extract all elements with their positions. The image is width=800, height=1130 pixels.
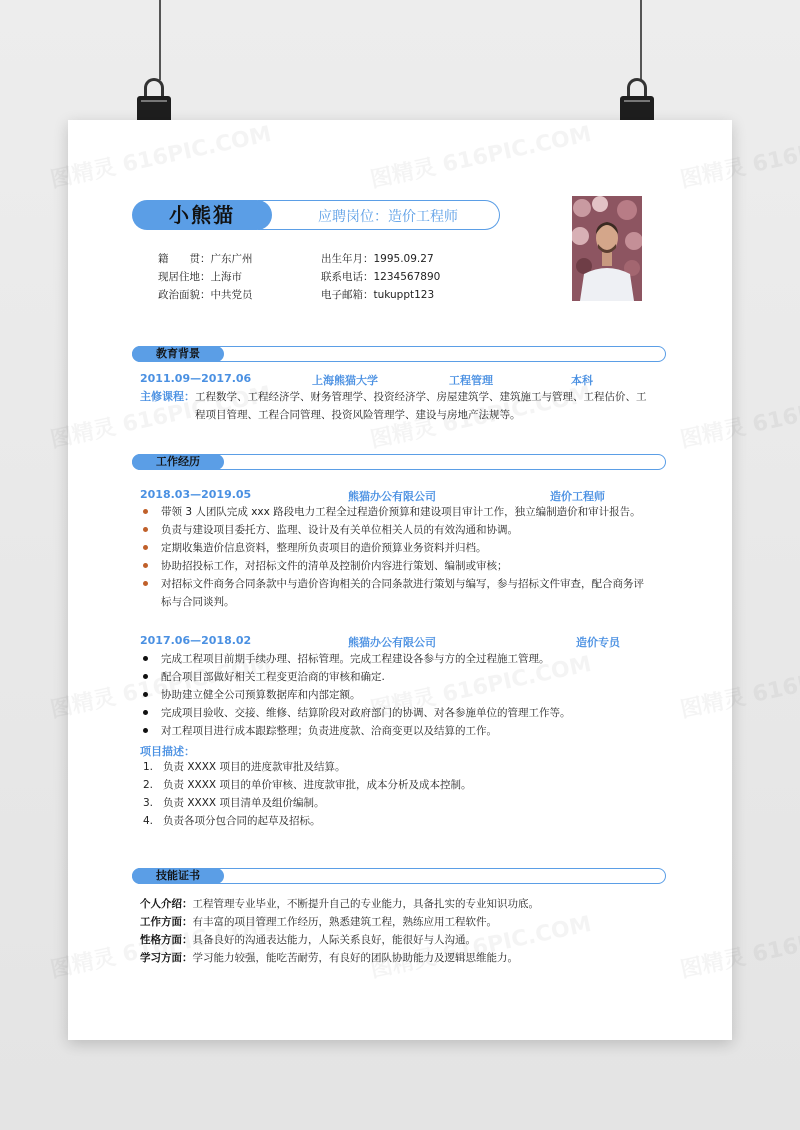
info-hometown: 籍 贯：广东广州 <box>158 253 253 265</box>
watermark <box>677 647 800 724</box>
project-item: 2. 负责 XXXX 项目的单价审核、进度款审批，成本分析及成本控制。 <box>143 779 472 791</box>
job-title: 应聘岗位：造价工程师 <box>318 209 458 225</box>
job-2-duty: 完成工程项目前期手续办理、招标管理。完成工程建设各参与方的全过程施工管理。 <box>143 650 653 668</box>
job-2-period: 2017.06—2018.02 <box>140 634 252 647</box>
education-degree: 本科 <box>571 374 593 387</box>
job-2-duty: 配合项目部做好相关工程变更洽商的审核和确定. <box>143 668 653 686</box>
education-period: 2011.09—2017.06 <box>140 372 252 385</box>
info-phone: 联系电话：1234567890 <box>321 271 441 283</box>
candidate-name: 小熊猫 <box>132 200 272 230</box>
job-1-duty: 负责与建设项目委托方、监理、设计及有关单位相关人员的有效沟通和协调。 <box>143 521 653 539</box>
info-email: 电子邮箱：tukuppt123 <box>321 289 435 301</box>
resume-paper <box>68 120 732 1040</box>
education-courses-cont: 程项目管理、工程合同管理、投资风险管理学、建设与房地产法规等。 <box>195 409 521 421</box>
job-2-position: 造价专员 <box>576 636 620 649</box>
watermark <box>677 377 800 454</box>
project-description-label: 项目描述： <box>140 745 195 758</box>
job-1-duty: 对招标文件商务合同条款中与造价咨询相关的合同条款进行策划与编写，参与招标文件审查，配合商务评标与合同谈判。 <box>143 575 653 611</box>
job-1-company: 熊猫办公有限公司 <box>348 490 436 503</box>
project-item: 3. 负责 XXXX 项目清单及组价编制。 <box>143 797 325 809</box>
watermark <box>47 117 274 194</box>
education-courses: 主修课程：工程数学、工程经济学、财务管理学、投资经济学、房屋建筑学、建筑施工与管理、工程估价、工 <box>140 390 647 403</box>
job-1-duty: 定期收集造价信息资料，整理所负责项目的造价预算业务资料并归档。 <box>143 539 653 557</box>
education-school: 上海熊猫大学 <box>312 374 378 387</box>
skill-item: 个人介绍：工程管理专业毕业，不断提升自己的专业能力，具备扎实的专业知识功底。 <box>140 898 539 910</box>
job-1-duty: 协助招投标工作，对招标文件的清单及控制价内容进行策划、编制或审核； <box>143 557 653 575</box>
watermark <box>367 117 594 194</box>
project-item: 4. 负责各项分包合同的起草及招标。 <box>143 815 321 827</box>
skill-item: 学习方面：学习能力较强，能吃苦耐劳，有良好的团队协助能力及逻辑思维能力。 <box>140 952 518 964</box>
hanging-string-left <box>159 0 161 80</box>
project-item: 1. 负责 XXXX 项目的进度款审批及结算。 <box>143 761 346 773</box>
job-2-company: 熊猫办公有限公司 <box>348 636 436 649</box>
job-1-position: 造价工程师 <box>550 490 605 503</box>
job-2-duty: 协助建立健全公司预算数据库和内部定额。 <box>143 686 653 704</box>
education-section-title: 教育背景 <box>132 346 224 362</box>
job-2-duty: 完成项目验收、交接、维修、结算阶段对政府部门的协调、对各参施单位的管理工作等。 <box>143 704 653 722</box>
info-birth-date: 出生年月：1995.09.27 <box>321 253 434 265</box>
info-residence: 现居住地：上海市 <box>158 271 242 283</box>
job-2-duty: 对工程项目进行成本跟踪整理；负责进度款、洽商变更以及结算的工作。 <box>143 722 653 740</box>
skills-section-title: 技能证书 <box>132 868 224 884</box>
hanging-string-right <box>640 0 642 80</box>
work-section-title: 工作经历 <box>132 454 224 470</box>
info-political-status: 政治面貌：中共党员 <box>158 289 253 301</box>
profile-photo <box>572 196 642 301</box>
job-1-duty: 带领 3 人团队完成 xxx 路段电力工程全过程造价预算和建设项目审计工作，独立编制造价和审计报告。 <box>143 503 653 521</box>
skill-item: 工作方面：有丰富的项目管理工作经历，熟悉建筑工程，熟练应用工程软件。 <box>140 916 497 928</box>
watermark <box>677 117 800 194</box>
watermark <box>677 907 800 984</box>
education-major: 工程管理 <box>449 374 493 387</box>
skill-item: 性格方面：具备良好的沟通表达能力，人际关系良好，能很好与人沟通。 <box>140 934 476 946</box>
job-1-period: 2018.03—2019.05 <box>140 488 252 501</box>
